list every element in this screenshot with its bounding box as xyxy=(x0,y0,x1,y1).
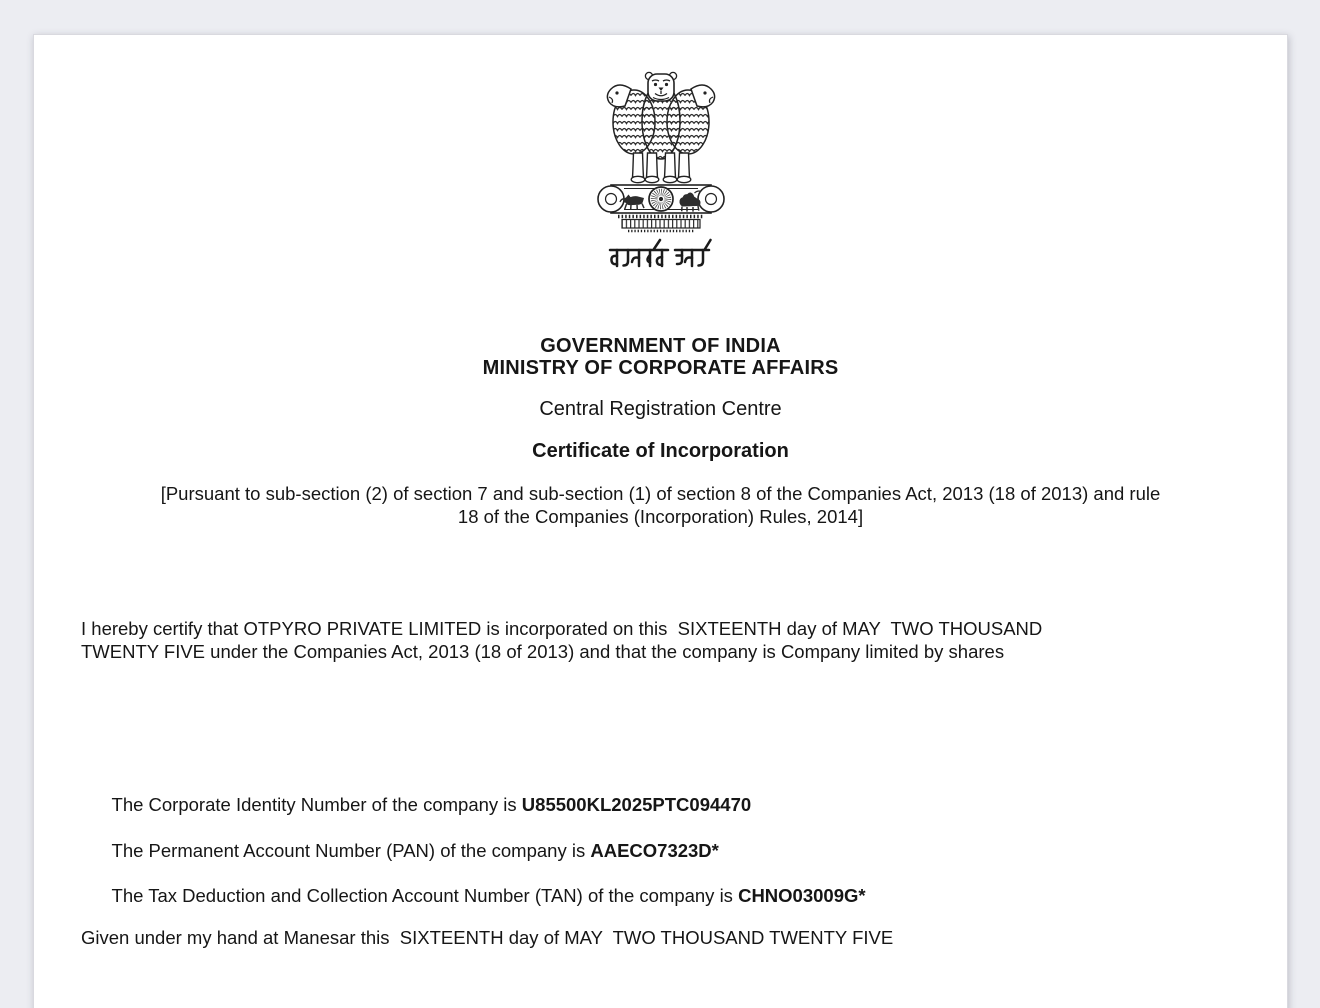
certification-line-1: I hereby certify that OTPYRO PRIVATE LIMITED is incorporated on this SIXTEENTH day of MAY TWO THOUSAND xyxy=(81,618,1043,639)
pursuant-line-2: 18 of the Companies (Incorporation) Rules, 2014] xyxy=(457,506,864,527)
cin-value: U85500KL2025PTC094470 xyxy=(521,794,752,815)
central-registration-centre-subheader: Central Registration Centre xyxy=(539,398,782,420)
india-state-emblem xyxy=(595,69,727,291)
ashoka-lion-capital-emblem-icon xyxy=(595,69,727,291)
government-header xyxy=(34,336,1287,379)
tan-line xyxy=(81,861,866,930)
certification-line-2: TWENTY FIVE under the Companies Act, 2013 (18 of 2013) and that the company is Company limited by shares xyxy=(81,641,1005,662)
cin-label: The Corporate Identity Number of the company is xyxy=(111,794,522,815)
header-ministry-of-corporate-affairs: MINISTRY OF CORPORATE AFFAIRS xyxy=(482,356,839,379)
satyameva-jayate-motto xyxy=(610,240,711,266)
certificate-title: Certificate of Incorporation xyxy=(532,440,789,462)
pan-label: The Permanent Account Number (PAN) of the company is xyxy=(111,840,591,861)
pursuant-line-1: [Pursuant to sub-section (2) of section 7 and sub-section (1) of section 8 of the Companies Act, 2013 (18 of 2013) and rule xyxy=(160,483,1161,504)
tan-value: CHNO03009G* xyxy=(738,885,866,906)
pursuant-clause xyxy=(34,482,1287,528)
certification-paragraph xyxy=(81,617,1247,663)
tan-label: The Tax Deduction and Collection Account Number (TAN) of the company is xyxy=(111,885,739,906)
certificate-of-incorporation-page xyxy=(33,34,1288,1008)
header-government-of-india: GOVERNMENT OF INDIA xyxy=(540,335,781,357)
issued-statement: Given under my hand at Manesar this SIXTEENTH day of MAY TWO THOUSAND TWENTY FIVE xyxy=(81,927,894,948)
pan-value: AAECO7323D* xyxy=(590,840,719,861)
